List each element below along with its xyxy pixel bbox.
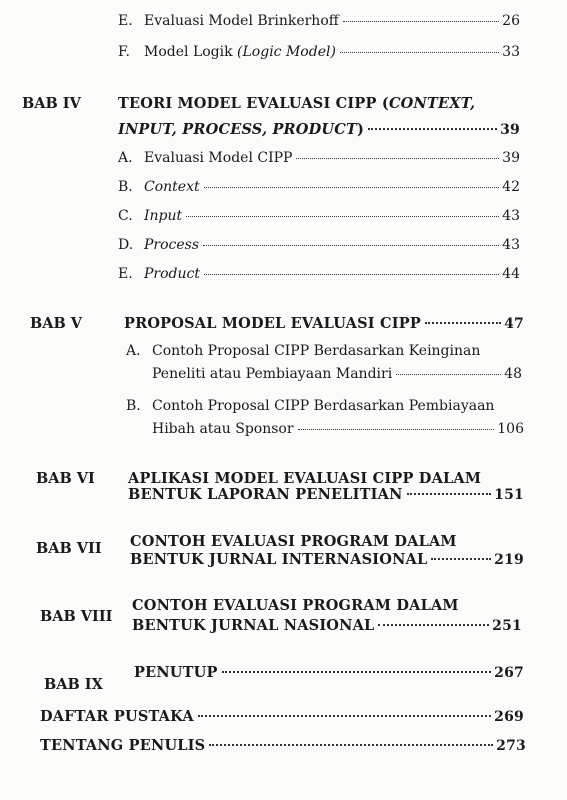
dot-leader xyxy=(198,715,491,717)
entry-page: 26 xyxy=(502,13,520,29)
dot-leader xyxy=(431,558,491,560)
entry-page: 43 xyxy=(502,237,520,253)
chapter-title-bab-vi-line1: APLIKASI MODEL EVALUASI CIPP DALAM xyxy=(128,470,482,487)
chapter-page: 251 xyxy=(492,618,522,634)
dot-leader xyxy=(340,52,499,53)
dot-leader xyxy=(203,245,499,246)
toc-entry-daftar-pustaka: DAFTAR PUSTAKA 269 xyxy=(40,708,524,725)
entry-title: Evaluasi Model Brinkerhoff xyxy=(144,13,339,29)
dot-leader xyxy=(378,624,489,626)
dot-leader xyxy=(368,128,497,130)
entry-title: Process xyxy=(144,237,200,253)
dot-leader xyxy=(222,671,492,673)
chapter-title-bab-vii-line1: CONTOH EVALUASI PROGRAM DALAM xyxy=(130,533,457,550)
entry-page: 44 xyxy=(502,266,520,282)
entry-title: Evaluasi Model CIPP xyxy=(144,150,293,166)
dot-leader xyxy=(296,158,499,159)
toc-entry-a-cipp: A. Evaluasi Model CIPP 39 xyxy=(118,150,520,166)
entry-title: Context xyxy=(144,179,200,195)
chapter-title-bab-vi-line2: BENTUK LAPORAN PENELITIAN 151 xyxy=(128,486,524,503)
entry-page: 48 xyxy=(504,366,522,382)
entry-page: 269 xyxy=(494,709,524,725)
chapter-title-bab-ix: PENUTUP 267 xyxy=(134,664,524,681)
chapter-page: 39 xyxy=(500,122,520,138)
dot-leader xyxy=(186,216,499,217)
entry-page: 39 xyxy=(502,150,520,166)
entry-title-italic: (Logic Model) xyxy=(237,44,336,60)
toc-entry-b-proposal-line1: B. Contoh Proposal CIPP Berdasarkan Pembiayaan xyxy=(126,398,495,414)
entry-title: Model Logik xyxy=(144,44,233,60)
dot-leader xyxy=(343,21,499,22)
chapter-title-bab-v: PROPOSAL MODEL EVALUASI CIPP 47 xyxy=(124,315,524,332)
chapter-page: 267 xyxy=(494,665,524,681)
chapter-label-bab-ix: BAB IX xyxy=(44,676,103,693)
dot-leader xyxy=(204,274,499,275)
dot-leader xyxy=(425,322,501,324)
chapter-title-bab-iv-line2: INPUT, PROCESS, PRODUCT ) 39 xyxy=(118,121,520,138)
toc-entry-c-input: C. Input 43 xyxy=(118,208,520,224)
entry-letter: E. xyxy=(118,13,133,29)
toc-entry-a-proposal-line2: Peneliti atau Pembiayaan Mandiri 48 xyxy=(152,366,522,382)
toc-entry-b-proposal-line2: Hibah atau Sponsor 106 xyxy=(152,421,524,437)
toc-entry-d-process: D. Process 43 xyxy=(118,237,520,253)
chapter-page: 47 xyxy=(504,316,524,332)
chapter-label-bab-viii: BAB VIII xyxy=(40,608,113,625)
entry-page: 273 xyxy=(496,738,526,754)
chapter-title-bab-iv-line1: TEORI MODEL EVALUASI CIPP (CONTEXT, xyxy=(118,95,476,112)
entry-page: 33 xyxy=(502,44,520,60)
toc-entry-f-logic-model xyxy=(118,44,520,60)
chapter-page: 219 xyxy=(494,552,524,568)
toc-entry-b-context: B. Context 42 xyxy=(118,179,520,195)
toc-entry-tentang-penulis: TENTANG PENULIS 273 xyxy=(40,737,526,754)
toc-entry-a-proposal-line1: A. Contoh Proposal CIPP Berdasarkan Keinginan xyxy=(126,343,481,359)
chapter-label-bab-iv: BAB IV xyxy=(22,95,81,112)
entry-letter: F. xyxy=(118,44,130,60)
entry-page: 42 xyxy=(502,179,520,195)
chapter-title-bab-viii-line2: BENTUK JURNAL NASIONAL 251 xyxy=(132,617,522,634)
dot-leader xyxy=(407,493,492,495)
toc-entry-e-product: E. Product 44 xyxy=(118,266,520,282)
entry-title: Product xyxy=(144,266,200,282)
dot-leader xyxy=(298,429,495,430)
chapter-label-bab-vii: BAB VII xyxy=(36,540,102,557)
entry-page: 43 xyxy=(502,208,520,224)
dot-leader xyxy=(396,374,501,375)
chapter-page: 151 xyxy=(494,487,524,503)
entry-title: Input xyxy=(144,208,183,224)
chapter-title-bab-viii-line1: CONTOH EVALUASI PROGRAM DALAM xyxy=(132,597,459,614)
dot-leader xyxy=(204,187,500,188)
entry-page: 106 xyxy=(497,421,524,437)
toc-entry-e-brinkerhoff xyxy=(118,13,520,29)
dot-leader xyxy=(209,744,493,746)
chapter-title-bab-vii-line2: BENTUK JURNAL INTERNASIONAL 219 xyxy=(130,551,524,568)
chapter-label-bab-vi: BAB VI xyxy=(36,470,95,487)
chapter-label-bab-v: BAB V xyxy=(30,315,83,332)
